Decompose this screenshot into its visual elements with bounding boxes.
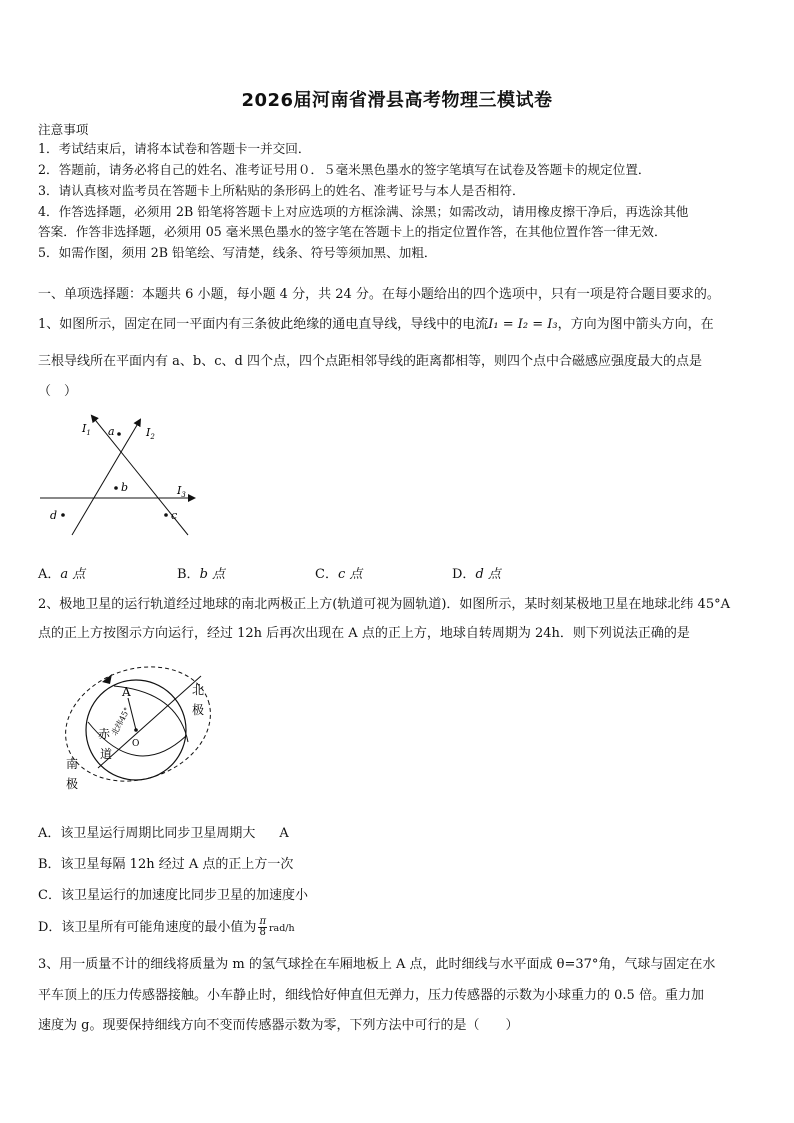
point-A-label: A — [122, 685, 131, 699]
notice-item: 5．如需作图，须用 2B 铅笔绘、写清楚，线条、符号等须加黑、加粗． — [38, 245, 437, 260]
point-c-label: c — [171, 509, 178, 522]
section-heading: 一、单项选择题：本题共 6 小题，每小题 4 分，共 24 分。在每小题给出的四个选项中，只有一项是符合题目要求的。 — [38, 287, 720, 302]
q1-text: 1、如图所示，固定在同一平面内有三条彼此绝缘的通电直导线，导线中的电流 — [38, 317, 489, 332]
notice-item: 答案．作答非选择题，必须用 05 毫米黑色墨水的签字笔在答题卡上的指定位置作答，在其他位置作答一律无效． — [38, 224, 667, 239]
label-I2: $I_2$ — [146, 426, 155, 441]
q1-option-a[interactable]: A．a 点 — [38, 567, 86, 582]
polar-satellite-figure — [58, 662, 238, 802]
wire-figure — [36, 412, 206, 536]
point-a-label: a — [108, 425, 115, 438]
north-pole-label-2: 极 — [192, 703, 205, 717]
q2-option-c[interactable]: C．该卫星运行的加速度比同步卫星的加速度小 — [38, 888, 308, 903]
north-pole-label: 北 — [192, 683, 205, 697]
south-pole-label: 南 — [66, 757, 79, 771]
q2-option-b[interactable]: B．该卫星每隔 12h 经过 A 点的正上方一次 — [38, 857, 294, 872]
center-O-label: O — [132, 739, 140, 749]
page-title: 2026届河南省滑县高考物理三模试卷 — [241, 90, 553, 111]
q3-line3: 速度为 g。现要保持细线方向不变而传感器示数为零，下列方法中可行的是（ ） — [38, 1018, 519, 1033]
q1-option-c[interactable]: C．c 点 — [315, 567, 363, 582]
q2-option-a[interactable]: A．该卫星运行周期比同步卫星周期大 A — [38, 826, 289, 841]
point-c-dot — [164, 513, 168, 517]
notice-item: 4．作答选择题，必须用 2B 铅笔将答题卡上对应选项的方框涂满、涂黑；如需改动，请用橡皮擦干净后，再选涂其他 — [38, 204, 689, 219]
q1-line3: （ ） — [38, 384, 78, 399]
point-d-label: d — [50, 509, 58, 522]
point-b-label: b — [121, 481, 129, 494]
q2-option-d[interactable]: D．该卫星所有可能角速度的最小值为 $\frac{\pi}{8}$ rad/h — [38, 916, 295, 938]
current-equation: I₁ = I₂ = I₃ — [488, 317, 558, 332]
label-I3: $I_3$ — [177, 484, 186, 499]
q1-option-b[interactable]: B．b 点 — [177, 567, 226, 582]
point-a-dot — [117, 432, 121, 436]
earth-center-dot — [134, 728, 138, 732]
equator-label: 赤 — [98, 727, 111, 741]
q2-line2: 点的正上方按图示方向运行，经过 12h 后再次出现在 A 点的正上方，地球自转周期为 24h．则下列说法正确的是 — [38, 626, 690, 641]
south-pole-label-2: 极 — [66, 777, 79, 791]
point-b-dot — [114, 486, 118, 490]
q1-line1 — [38, 315, 714, 335]
q1-option-d[interactable]: D．d 点 — [452, 567, 501, 582]
notice-heading: 注意事项 — [38, 122, 89, 137]
q2-line1: 2、极地卫星的运行轨道经过地球的南北两极正上方(轨道可视为圆轨道)．如图所示，某时刻某极地卫星在地球北纬 45°A — [38, 597, 730, 612]
q1-text: ，方向为图中箭头方向，在 — [557, 317, 714, 332]
wire-I2 — [72, 420, 140, 535]
notice-item: 1．考试结束后，请将本试卷和答题卡一并交回． — [38, 141, 311, 156]
equator-label-2: 道 — [100, 747, 113, 761]
q3-line2: 平车顶上的压力传感器接触。小车静止时，细线恰好伸直但无弹力，压力传感器的示数为小球重力的 0.5 倍。重力加 — [38, 988, 704, 1003]
point-d-dot — [61, 513, 65, 517]
notice-item: 2．答题前，请务必将自己的姓名、准考证号用０．５毫米黑色墨水的签字笔填写在试卷及答题卡的规定位置． — [38, 162, 651, 177]
label-I1: $I_1$ — [82, 422, 91, 437]
satellite-direction-arrow-icon — [102, 674, 112, 684]
q1-line2: 三根导线所在平面内有 a、b、c、d 四个点，四个点距相邻导线的距离都相等，则四个点中合磁感应强度最大的点是 — [38, 354, 702, 369]
notice-item: 3．请认真核对监考员在答题卡上所粘贴的条形码上的姓名、准考证号与本人是否相符． — [38, 183, 525, 198]
q3-line1: 3、用一质量不计的细线将质量为 m 的氢气球拴在车厢地板上 A 点，此时细线与水平面成 θ=37°角，气球与固定在水 — [38, 957, 716, 972]
latitude-label: 北纬45° — [109, 706, 132, 737]
pi-over-8-fraction: $\frac{\pi}{8}$ — [259, 916, 267, 938]
